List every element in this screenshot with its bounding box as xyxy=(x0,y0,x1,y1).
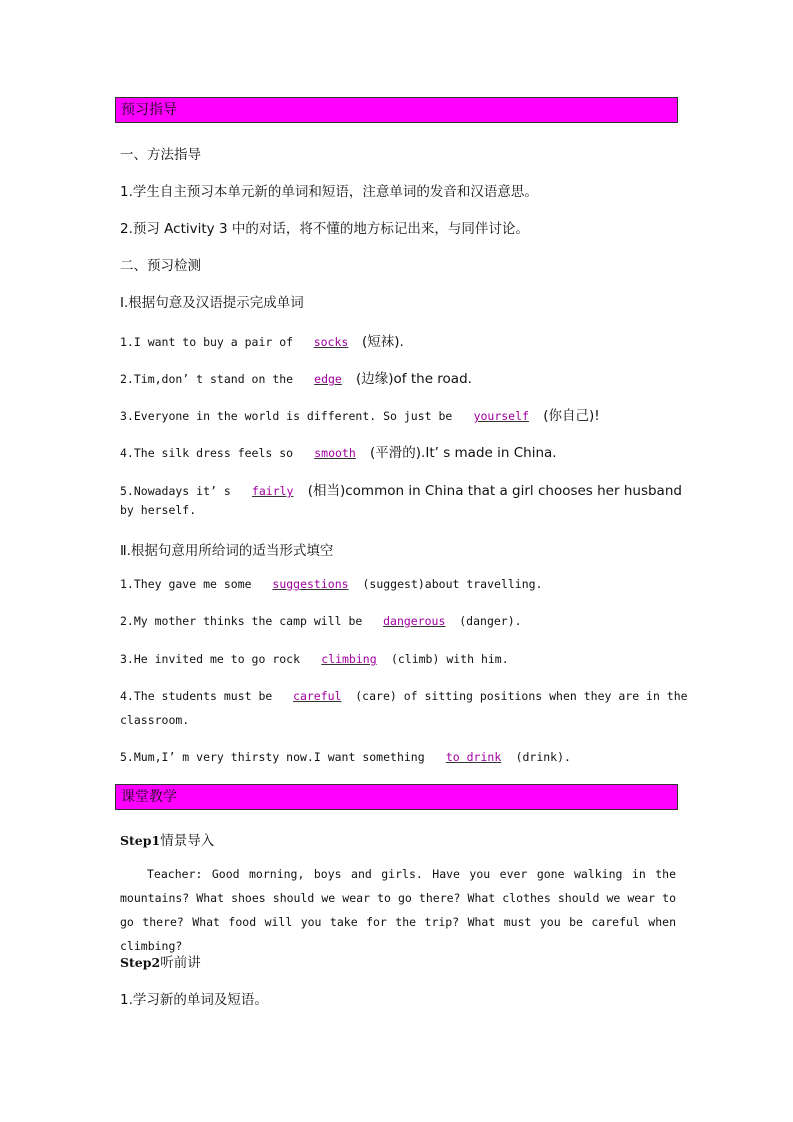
answer-blank: to drink xyxy=(445,750,502,764)
question-r4-cont: classroom. xyxy=(120,713,190,727)
answer-blank: climbing xyxy=(321,652,377,666)
section-bar-class xyxy=(115,784,678,810)
answer-blank: dangerous xyxy=(383,614,446,628)
question-r2: 2.My mother thinks the camp will be dangerous (danger). xyxy=(120,614,522,628)
teacher-paragraph: Teacher: Good morning, boys and girls. Have you ever gone walking in the mountains? What shoes should we wear to go there? What clothes should we wear to go there? What food will you take for the trip? What must you be careful when climbing? xyxy=(120,867,676,953)
step2-heading xyxy=(120,951,201,971)
question-r1: 1.They gave me some suggestions (suggest)about travelling. xyxy=(120,577,543,591)
step2-label: Step2 xyxy=(120,955,161,970)
answer-blank: suggestions xyxy=(272,577,349,591)
part2-heading: Ⅱ.根据句意用所给词的适当形式填空 xyxy=(120,543,334,559)
answer-blank: edge xyxy=(314,372,342,386)
answer-blank: smooth xyxy=(314,446,356,460)
section-title: 课堂教学 xyxy=(121,789,177,805)
question-2: 2.Tim,don’ t stand on the edge (边缘)of the road. xyxy=(120,371,472,387)
section-bar-preview xyxy=(115,97,678,123)
step2-text: 听前讲 xyxy=(160,955,201,971)
answer-blank: fairly xyxy=(251,484,294,498)
answer-blank: socks xyxy=(313,335,349,349)
answer-blank: careful xyxy=(293,689,342,703)
question-r3: 3.He invited me to go rock climbing (climb) with him. xyxy=(120,652,509,666)
method-heading: 一、方法指导 xyxy=(120,147,201,163)
question-r5: 5.Mum,I’ m very thirsty now.I want something to drink (drink). xyxy=(120,750,571,764)
part1-heading: Ⅰ.根据句意及汉语提示完成单词 xyxy=(120,295,304,311)
question-r4: 4.The students must be careful (care) of sitting positions when they are in the xyxy=(120,689,688,703)
section-title: 预习指导 xyxy=(121,102,177,118)
question-4: 4.The silk dress feels so smooth (平滑的).It’ s made in China. xyxy=(120,445,557,461)
question-5: 5.Nowadays it’ s fairly (相当)common in China that a girl chooses her husband xyxy=(120,483,682,499)
question-3: 3.Everyone in the world is different. So just be yourself (你自己)! xyxy=(120,408,600,424)
step1-text: 情景导入 xyxy=(160,833,215,849)
method-item-1: 1.学生自主预习本单元新的单词和短语，注意单词的发音和汉语意思。 xyxy=(120,184,538,200)
step1-label: Step1 xyxy=(120,833,161,848)
answer-blank: yourself xyxy=(473,409,529,423)
method-item-2: 2.预习 Activity 3 中的对话，将不懂的地方标记出来，与同伴讨论。 xyxy=(120,221,529,237)
step2-item-1: 1.学习新的单词及短语。 xyxy=(120,992,268,1008)
step1-heading xyxy=(120,829,214,849)
check-heading: 二、预习检测 xyxy=(120,258,201,274)
question-5-cont: by herself. xyxy=(120,503,197,517)
question-1: 1.I want to buy a pair of socks (短袜). xyxy=(120,334,404,350)
